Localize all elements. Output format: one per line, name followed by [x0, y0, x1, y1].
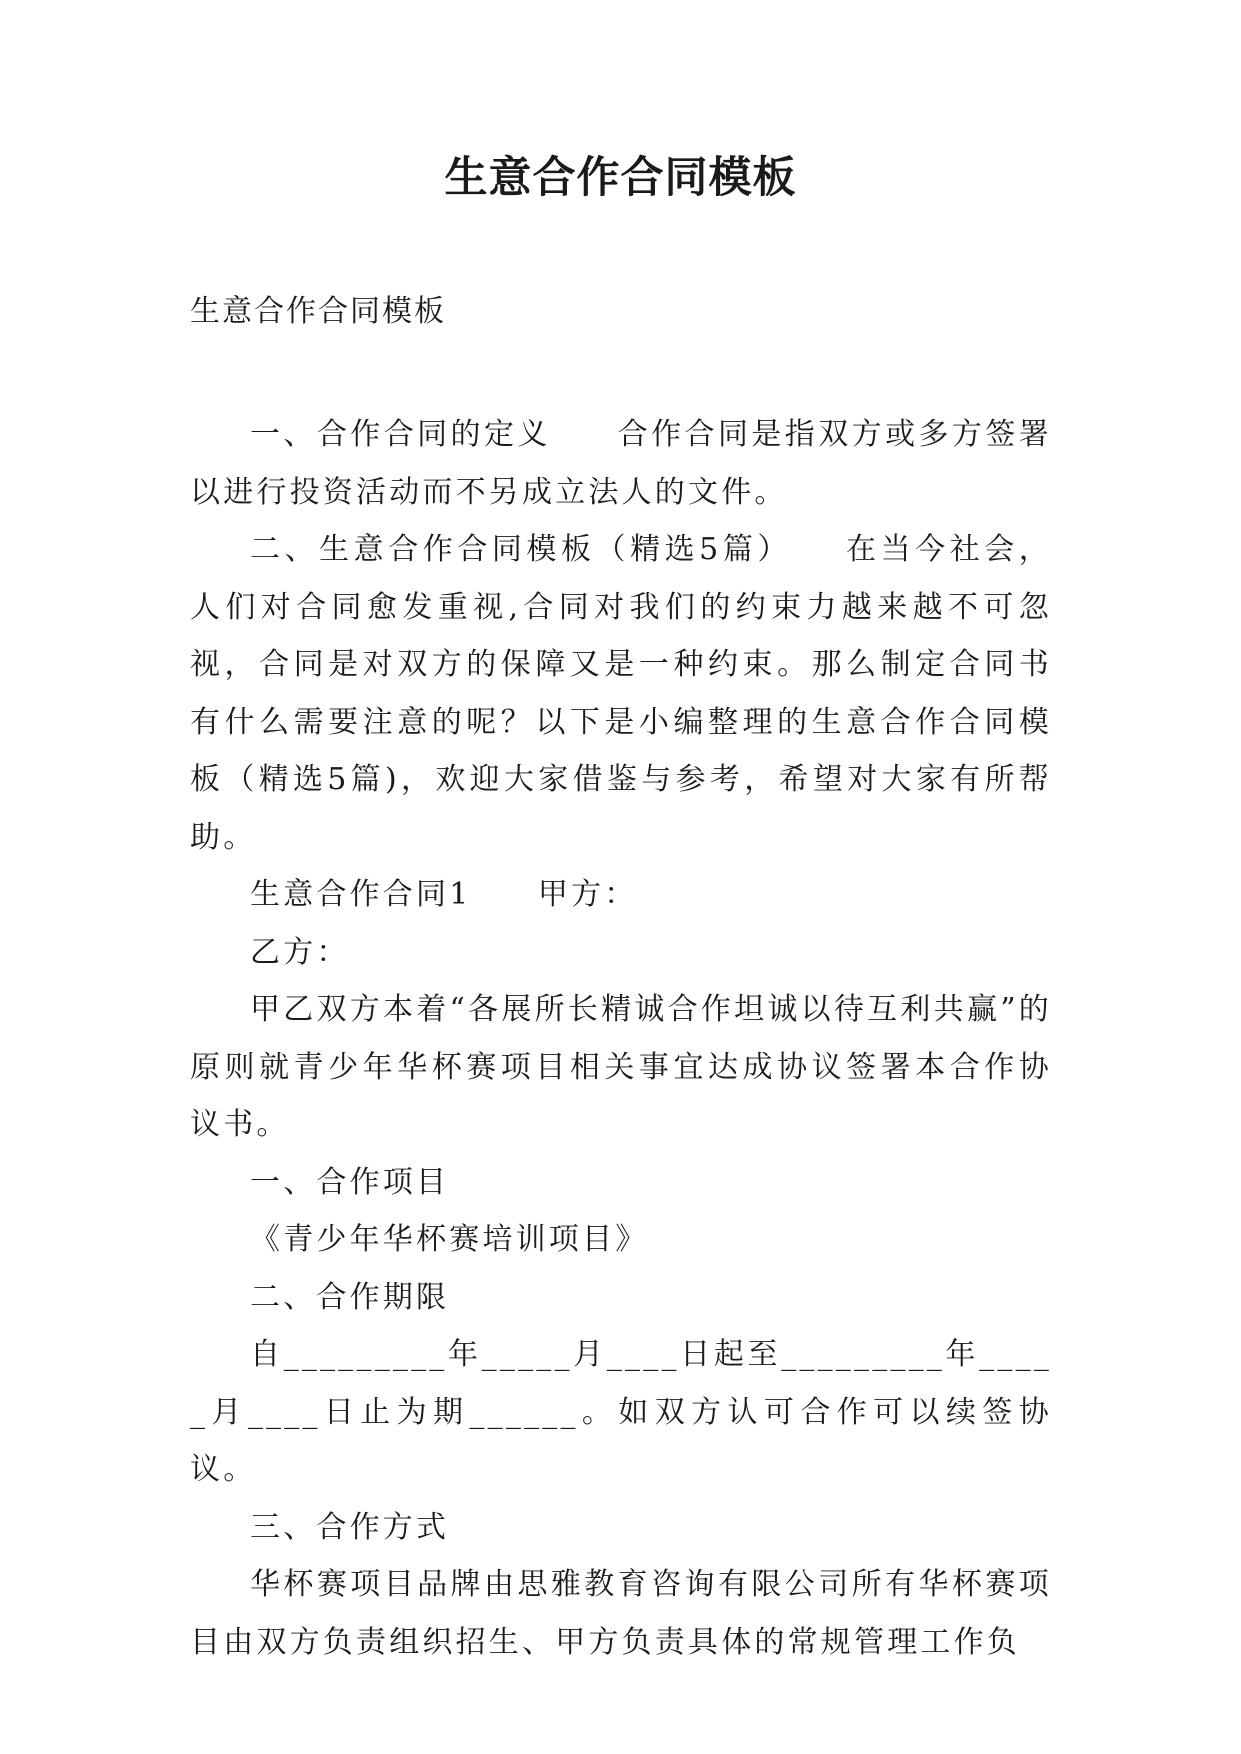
section-heading-method: 三、合作方式 [250, 1509, 450, 1545]
paragraph-party-b: 乙方： [250, 934, 350, 970]
document-body [190, 406, 1052, 1671]
section-heading-project: 一、合作项目 [250, 1164, 450, 1200]
paragraph-method: 华杯赛项目品牌由思雅教育咨询有限公司所有华杯赛项目由双方负责组织招生、甲方负责具体的常规管理工作负 [190, 1567, 1052, 1660]
paragraph-intro: 二、生意合作合同模板（精选5篇） 在当今社会，人们对合同愈发重视,合同对我们的约束力越来越不可忽视，合同是对双方的保障又是一种约束。那么制定合同书有什么需要注意的呢？以下是小编整理的生意合作合同模板（精选5篇)，欢迎大家借鉴与参考，希望对大家有所帮助。 [190, 532, 1052, 855]
paragraph-term: 自_________年_____月____日起至_________年_____月____日止为期______。如双方认可合作可以续签协议。 [190, 1337, 1052, 1487]
document-title: 生意合作合同模板 [444, 153, 797, 203]
paragraph-principle: 甲乙双方本着“各展所长精诚合作坦诚以待互利共赢”的原则就青少年华杯赛项目相关事宜达成协议签署本合作协议书。 [190, 992, 1052, 1142]
paragraph-project-name: 《青少年华杯赛培训项目》 [250, 1222, 649, 1257]
document-subtitle: 生意合作合同模板 [190, 294, 446, 329]
paragraph-definition: 一、合作合同的定义 合作合同是指双方或多方签署以进行投资活动而不另成立法人的文件。 [190, 417, 1052, 510]
section-heading-term: 二、合作期限 [250, 1279, 450, 1315]
paragraph-party-a: 生意合作合同1 甲方： [250, 877, 638, 912]
